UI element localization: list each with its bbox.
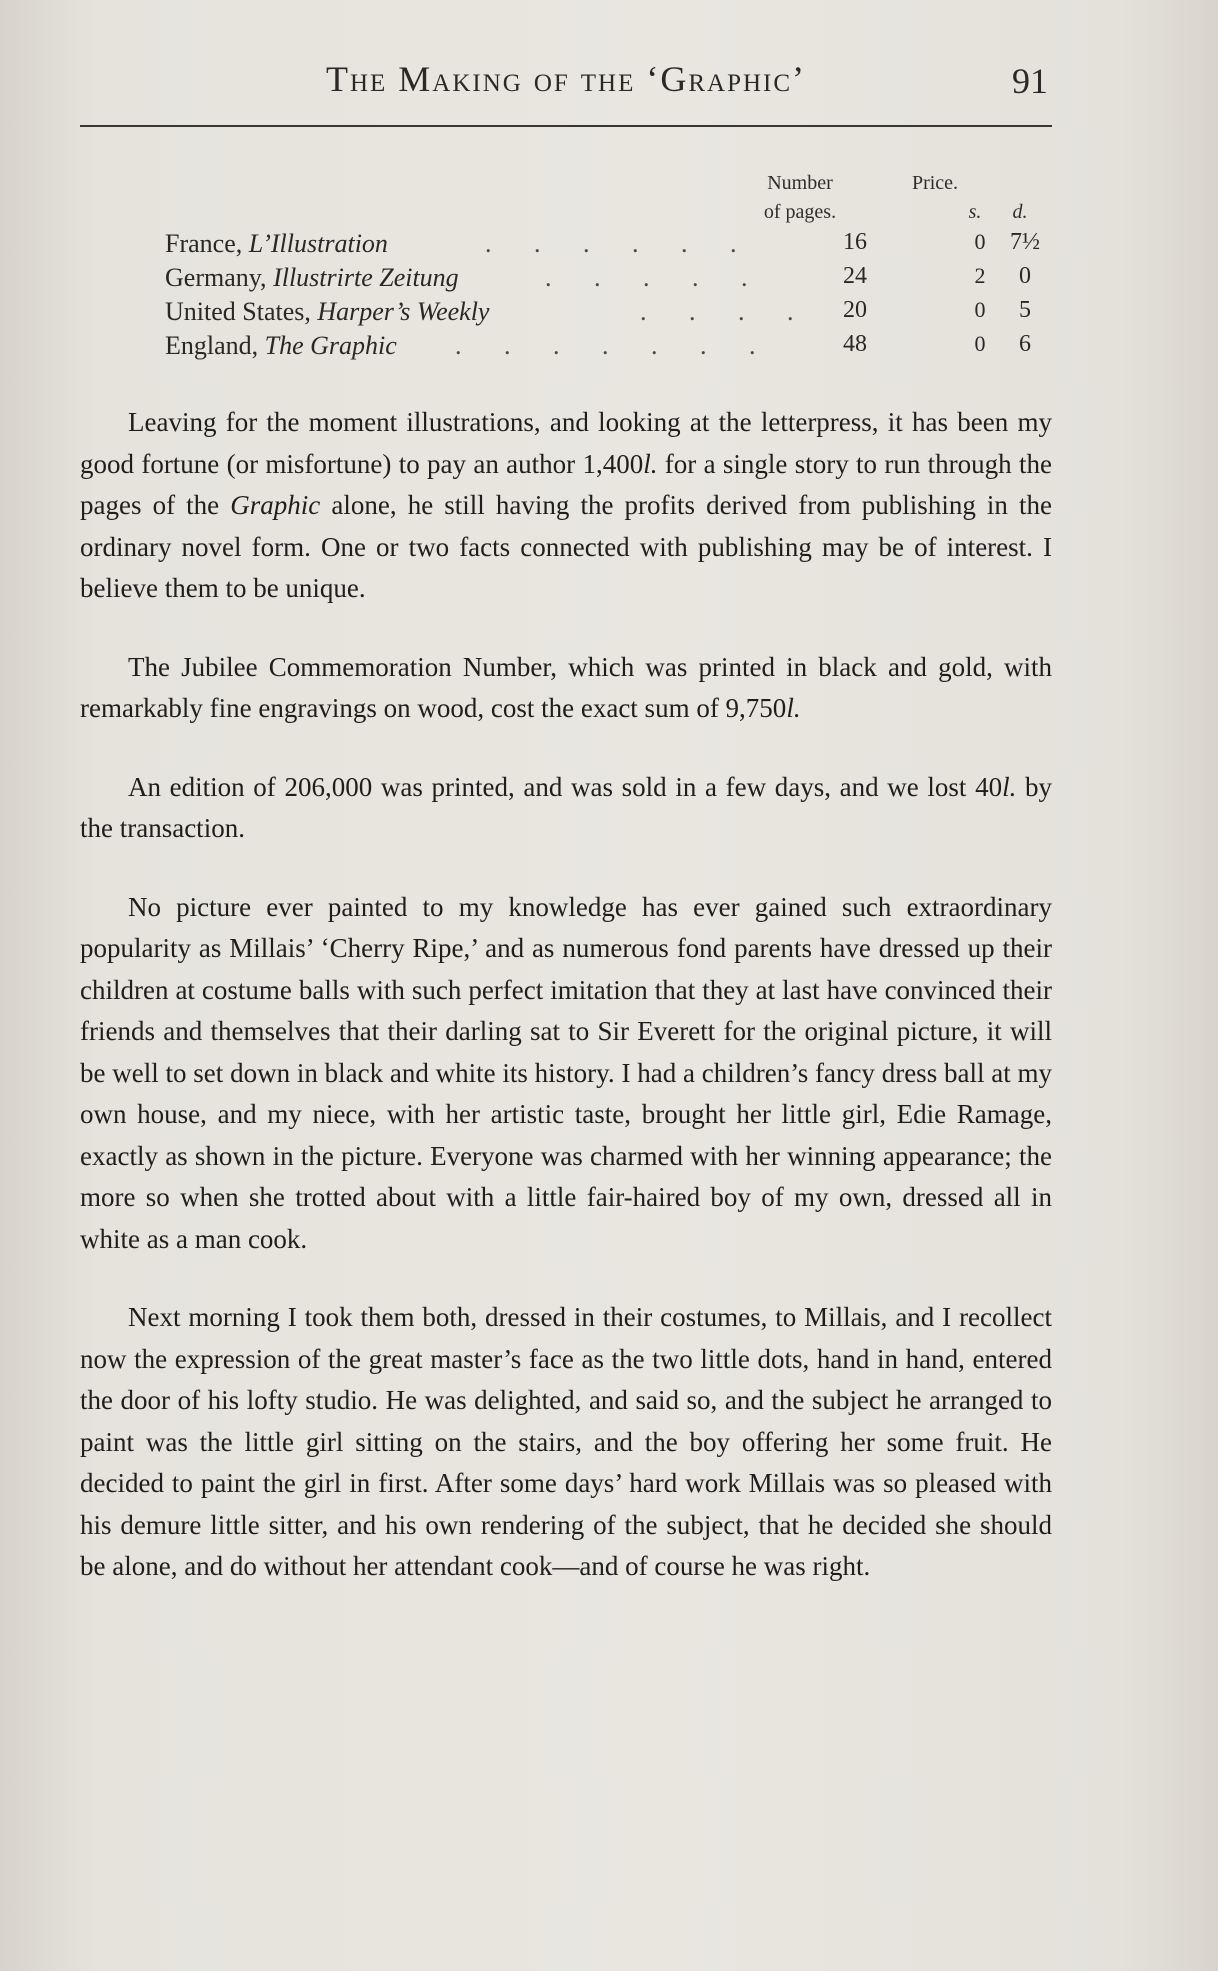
paragraph-millais-studio: Next morning I took them both, dressed in their costumes, to Millais, and I recollect now the expression of the great master’s face as the two little dots, hand in hand, entered the door of his lofty studio. He was delighted, and said so, and the subject he arranged to paint was the little girl sitting on the stairs, and the boy offering her some fruit. He decided to paint the girl in first. After some days’ hard work Millais was so pleased with his demure little sitter, and his own rendering of the subject, that he decided she should be alone, and do without her attendant cook—and of course he was right.: [80, 1302, 1052, 1581]
running-title: The Making of the ‘Graphic’: [325, 59, 807, 99]
table-row-country: United States, Harper’s Weekly: [165, 297, 490, 326]
table-row: [165, 229, 1045, 263]
paragraph-jubilee-number: The Jubilee Commemoration Number, which was printed in black and gold, with remarkably fine engravings on wood, cost the exact sum of 9,750l.: [80, 651, 1052, 723]
pages-header-line-1: Number: [767, 172, 833, 194]
header-rule: [80, 125, 1052, 127]
pages-header-line-2: of pages.: [763, 201, 837, 223]
table-row-pages: 48: [843, 331, 867, 357]
dot-leader: . . . . . .: [485, 229, 755, 258]
table-row: [165, 263, 1045, 297]
table-row-pages: 24: [843, 263, 867, 289]
dot-leader: . . . . .: [545, 263, 766, 292]
table-row: [165, 297, 1045, 331]
table-row-pence: 5: [1019, 297, 1031, 323]
table-row-pence: 0: [1019, 263, 1031, 289]
table-row-shillings: 0: [974, 229, 986, 254]
table-row-country: France, L’Illustration: [165, 229, 388, 258]
table-row-shillings: 0: [974, 297, 986, 322]
table-row-paper: Harper’s Weekly: [317, 297, 490, 326]
price-header: Price.: [911, 172, 959, 194]
table-row-shillings: 2: [974, 263, 986, 288]
comparison-table: [80, 165, 1052, 375]
table-row-pages: 20: [843, 297, 867, 323]
paragraph-letterpress: Leaving for the moment illustrations, and looking at the letterpress, it has been my good fortune (or misfortune) to pay an author 1,400l. for a single story to run through the pages of the Graphic alone, he still having the profits derived from publishing in the ordinary novel form. One or two facts connected with publishing may be of interest. I believe them to be unique.: [80, 407, 1053, 603]
table-row-pence: 7½: [1010, 229, 1040, 255]
table-row-country: Germany, Illustrirte Zeitung: [165, 263, 459, 292]
page-number: 91: [1012, 61, 1048, 101]
table-row-shillings: 0: [974, 331, 986, 356]
table-row-pence: 6: [1019, 331, 1031, 357]
table-row-paper: The Graphic: [264, 331, 397, 360]
paragraph-edition: An edition of 206,000 was printed, and was sold in a few days, and we lost 40l. by the transaction.: [80, 771, 1052, 843]
pence-header: d.: [1012, 201, 1028, 223]
dot-leader: . . . .: [640, 297, 812, 326]
table-row-paper: L’Illustration: [248, 229, 388, 258]
table-row-country: England, The Graphic: [165, 331, 397, 360]
dot-leader: . . . . . . .: [455, 331, 774, 360]
table-row: [165, 331, 1045, 365]
running-head: [80, 58, 1052, 108]
paragraph-cherry-ripe: No picture ever painted to my knowledge has ever gained such extraordinary popularity as Millais’ ‘Cherry Ripe,’ and as numerous fond parents have dressed up their children at costume balls with such perfect imitation that they at last have convinced their friends and themselves that their darling sat to Sir Everett for the original picture, it will be well to set down in black and white its history. I had a children’s fancy dress ball at my own house, and my niece, with her artistic taste, brought her little girl, Edie Ramage, exactly as shown in the picture. Everyone was charmed with her winning appearance; the more so when she trotted about with a little fair-haired boy of my own, dressed all in white as a man cook.: [80, 891, 1052, 1254]
table-row-pages: 16: [843, 229, 867, 255]
body-text: [80, 402, 1052, 1625]
table-row-paper: Illustrirte Zeitung: [273, 263, 459, 292]
shillings-header: s.: [968, 201, 982, 223]
